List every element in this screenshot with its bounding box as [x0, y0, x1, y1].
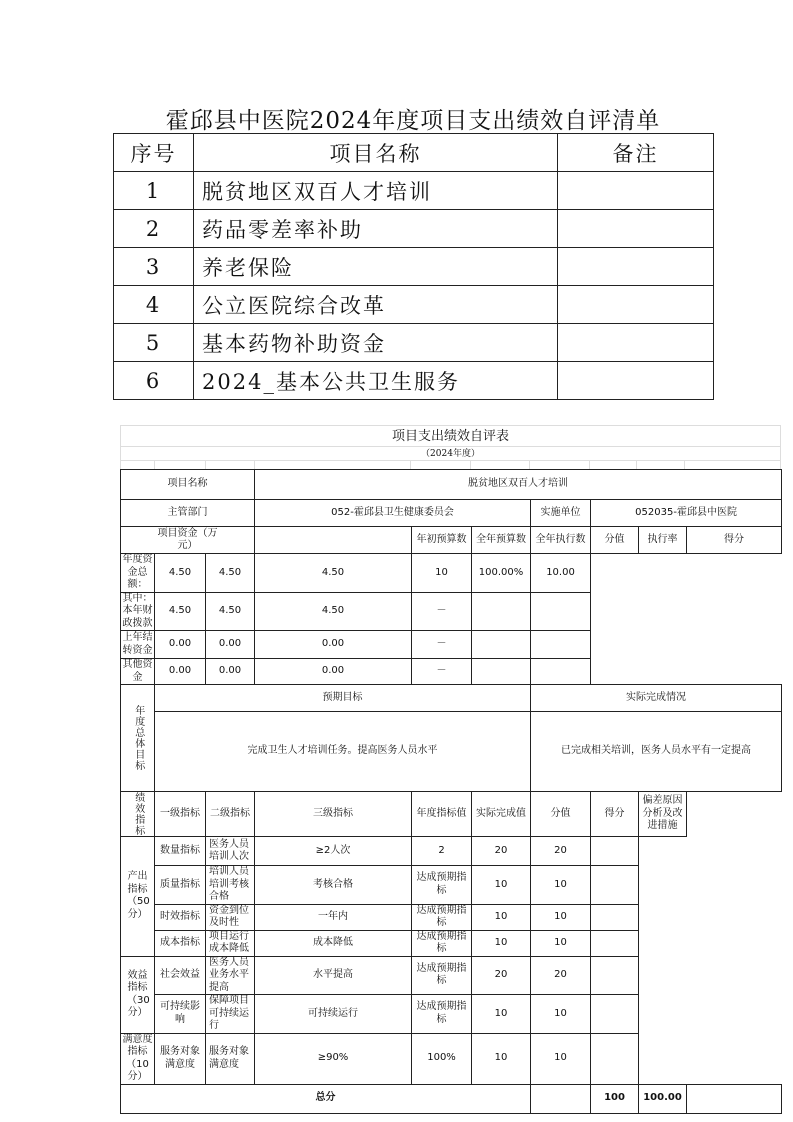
fund-label: 其他资金 [122, 659, 153, 683]
fund-exec: 4.50 [255, 592, 412, 631]
fund-exec: 4.50 [255, 554, 412, 593]
fund-header: 全年执行数 [531, 527, 591, 554]
fund-score [531, 631, 591, 659]
indicator-actual: 达成预期指标 [412, 866, 472, 905]
fund-rate [472, 592, 531, 631]
fund-header: 分值 [591, 527, 639, 554]
indicator-value: 10 [472, 995, 531, 1034]
level2-indicator: 数量指标 [155, 837, 206, 866]
fund-score [531, 659, 591, 685]
indicator-note [591, 956, 639, 995]
note [558, 324, 714, 362]
indicator-row [121, 995, 782, 1034]
level2-indicator: 服务对象满意度 [155, 1033, 206, 1084]
dept: 052-霍邱县卫生健康委员会 [255, 500, 531, 527]
ind-header: 分值 [531, 792, 591, 837]
fund-init: 0.00 [155, 659, 206, 685]
fund-init: 4.50 [155, 554, 206, 593]
table-row [114, 324, 714, 362]
eval-header [120, 425, 781, 470]
perf-label: 绩效指标 [121, 792, 155, 837]
level3-indicator: 医务人员培训人次 [206, 837, 255, 866]
indicator-score: 20 [531, 837, 591, 866]
indicator-score: 10 [531, 995, 591, 1034]
indicator-value: 20 [472, 837, 531, 866]
indicator-target: 成本降低 [255, 930, 412, 956]
total-label: 总分 [121, 1084, 531, 1113]
table-row [114, 172, 714, 210]
indicator-value: 10 [472, 1033, 531, 1084]
project-name-label: 项目名称 [121, 470, 255, 500]
fund-label: 项目资金（万元） [121, 527, 255, 554]
fund-row [121, 631, 782, 659]
level1-indicator: 满意度指标（10分） [122, 1033, 153, 1082]
fund-full: 4.50 [206, 554, 255, 593]
eval-year: （2024年度） [120, 446, 781, 460]
fund-row [121, 592, 782, 631]
indicator-actual: 100% [412, 1033, 472, 1084]
indicator-note [591, 1033, 639, 1084]
indicator-target: ≥90% [255, 1033, 412, 1084]
fund-header: 执行率 [639, 527, 687, 554]
actual-label: 实际完成情况 [531, 685, 782, 712]
indicator-note [591, 995, 639, 1034]
indicator-value: 10 [472, 866, 531, 905]
level3-indicator: 医务人员业务水平提高 [206, 956, 255, 995]
fund-score_value: － [412, 631, 472, 659]
header-no: 序号 [114, 134, 194, 172]
indicator-note [591, 837, 639, 866]
total-score: 100.00 [639, 1084, 687, 1113]
fund-init: 0.00 [155, 631, 206, 659]
fund-header: 年初预算数 [412, 527, 472, 554]
row-number: 2 [114, 210, 194, 248]
ind-header: 一级指标 [155, 792, 206, 837]
expected-goal: 完成卫生人才培训任务。提高医务人员水平 [155, 712, 531, 792]
table-row [114, 362, 714, 400]
header-note: 备注 [558, 134, 714, 172]
indicator-score: 10 [531, 904, 591, 930]
fund-exec: 0.00 [255, 631, 412, 659]
project-name: 基本药物补助资金 [194, 324, 558, 362]
level3-indicator: 保障项目可持续运行 [206, 995, 255, 1034]
row-number: 6 [114, 362, 194, 400]
fund-label: 上年结转资金 [121, 631, 155, 659]
table-row [114, 286, 714, 324]
indicator-score: 10 [531, 930, 591, 956]
indicator-note [591, 930, 639, 956]
total-value: 100 [591, 1084, 639, 1113]
fund-header: 得分 [687, 527, 782, 554]
table-header-row [114, 134, 714, 172]
project-name: 药品零差率补助 [194, 210, 558, 248]
project-name: 脱贫地区双百人才培训 [255, 470, 782, 500]
fund-score_value: － [412, 592, 472, 631]
ind-header: 偏差原因分析及改进措施 [639, 792, 687, 837]
unit-label: 实施单位 [531, 500, 591, 527]
indicator-target: ≥2人次 [255, 837, 412, 866]
project-name: 脱贫地区双百人才培训 [194, 172, 558, 210]
indicator-row [121, 930, 782, 956]
indicator-value: 10 [472, 904, 531, 930]
indicator-score: 10 [531, 1033, 591, 1084]
eval-table [120, 469, 782, 1114]
ind-header: 二级指标 [206, 792, 255, 837]
expected-label: 预期目标 [155, 685, 531, 712]
note [558, 248, 714, 286]
fund-full: 0.00 [206, 631, 255, 659]
indicator-target: 考核合格 [255, 866, 412, 905]
level2-indicator: 可持续影响 [155, 995, 206, 1034]
level3-indicator: 资金到位及时性 [206, 904, 255, 930]
level2-indicator: 质量指标 [155, 866, 206, 905]
fund-score [531, 592, 591, 631]
fund-score_value: － [412, 659, 472, 685]
fund-init: 4.50 [155, 592, 206, 631]
fund-row [121, 554, 782, 593]
indicator-target: 水平提高 [255, 956, 412, 995]
indicator-note [591, 904, 639, 930]
table-row [114, 210, 714, 248]
unit: 052035-霍邱县中医院 [591, 500, 782, 527]
indicator-value: 20 [472, 956, 531, 995]
fund-label: 其中：本年财政拨款 [122, 592, 153, 629]
indicator-score: 10 [531, 866, 591, 905]
note [558, 172, 714, 210]
level3-indicator: 服务对象满意度 [206, 1033, 255, 1084]
fund-rate: 100.00% [472, 554, 531, 593]
note [558, 362, 714, 400]
indicator-row [121, 866, 782, 905]
level3-indicator: 项目运行成本降低 [206, 930, 255, 956]
indicator-value: 10 [472, 930, 531, 956]
level1-indicator: 产出指标（50分） [121, 837, 155, 957]
indicator-target: 可持续运行 [255, 995, 412, 1034]
project-name: 养老保险 [194, 248, 558, 286]
fund-score_value: 10 [412, 554, 472, 593]
indicator-note [591, 866, 639, 905]
dept-label: 主管部门 [121, 500, 255, 527]
fund-full: 0.00 [206, 659, 255, 685]
actual-goal: 已完成相关培训，医务人员水平有一定提高 [531, 712, 782, 792]
indicator-row [121, 904, 782, 930]
indicator-actual: 达成预期指标 [412, 904, 472, 930]
fund-label: 年度资金总额： [122, 554, 153, 590]
project-name: 公立医院综合改革 [194, 286, 558, 324]
indicator-target: 一年内 [255, 904, 412, 930]
note [558, 286, 714, 324]
goal-label: 年度总体目标 [121, 685, 155, 792]
fund-full: 4.50 [206, 592, 255, 631]
fund-rate [472, 659, 531, 685]
indicator-actual: 达成预期指标 [412, 995, 472, 1034]
ind-header: 得分 [591, 792, 639, 837]
row-number: 1 [114, 172, 194, 210]
fund-header: 全年预算数 [472, 527, 531, 554]
fund-score: 10.00 [531, 554, 591, 593]
list-title: 霍邱县中医院2024年度项目支出绩效自评清单 [165, 108, 661, 134]
indicator-actual: 达成预期指标 [412, 930, 472, 956]
project-list-table [113, 133, 714, 400]
indicator-row [121, 956, 782, 995]
ind-header: 实际完成值 [472, 792, 531, 837]
header-name: 项目名称 [194, 134, 558, 172]
indicator-row [121, 837, 782, 866]
level2-indicator: 时效指标 [155, 904, 206, 930]
fund-row [121, 659, 782, 685]
project-name: 2024_基本公共卫生服务 [194, 362, 558, 400]
level2-indicator: 成本指标 [155, 930, 206, 956]
note [558, 210, 714, 248]
eval-title: 项目支出绩效自评表 [120, 425, 781, 446]
row-number: 3 [114, 248, 194, 286]
indicator-row [121, 1033, 782, 1084]
indicator-score: 20 [531, 956, 591, 995]
ind-header: 年度指标值 [412, 792, 472, 837]
indicator-actual: 达成预期指标 [412, 956, 472, 995]
fund-exec: 0.00 [255, 659, 412, 685]
level3-indicator: 培训人员培训考核合格 [206, 866, 255, 905]
row-number: 4 [114, 286, 194, 324]
row-number: 5 [114, 324, 194, 362]
fund-rate [472, 631, 531, 659]
level2-indicator: 社会效益 [155, 956, 206, 995]
level1-indicator: 效益指标（30分） [121, 956, 155, 1033]
ind-header: 三级指标 [255, 792, 412, 837]
indicator-actual: 2 [412, 837, 472, 866]
table-row [114, 248, 714, 286]
